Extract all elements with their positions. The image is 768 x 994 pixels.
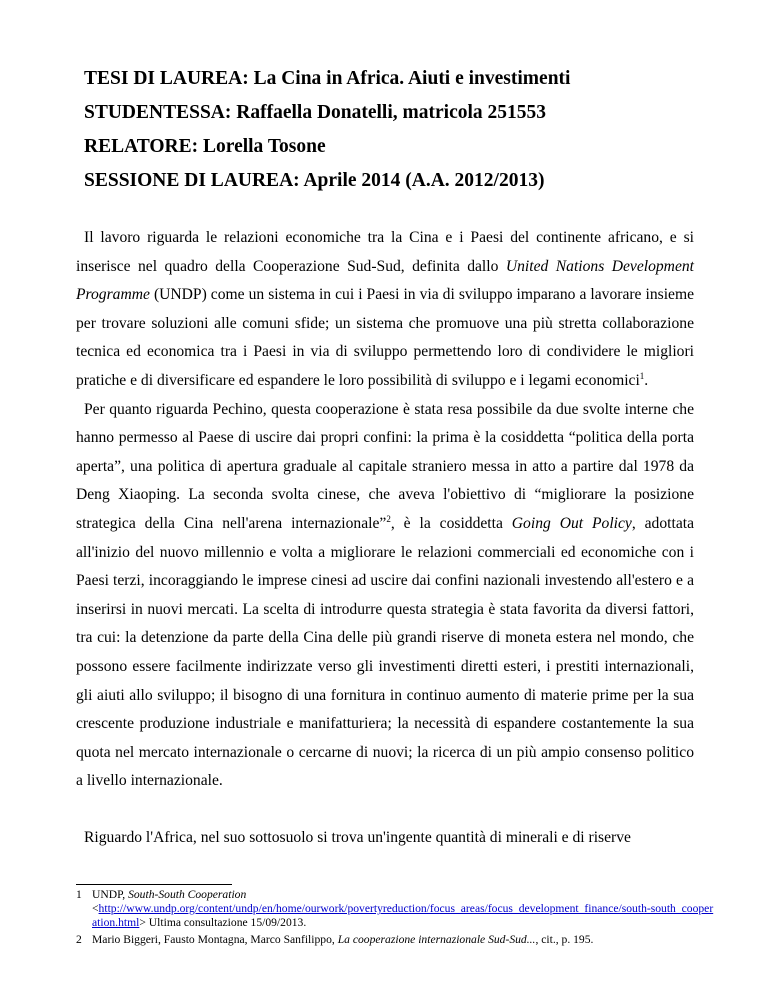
paragraph-2-text-c: , adottata all'inizio del nuovo millennio e volta a migliorare le relazioni commerciali ed economiche con i Paesi terzi, incoraggiando le imprese cinesi ad uscire dai confini nazionali investendo all'estero e a inserirsi in nuovi mercati. La scelta di introdurre questa strategia è stata favorita da diversi fattori, tra cui: la detenzione da parte della Cina delle più grandi riserve di moneta estera nel mondo, che possono essere facilmente indirizzate verso gli investimenti diretti esteri, i prestiti internazionali, gli aiuti allo sviluppo; il bisogno di una fornitura in continuo aumento di materie prime per la sua crescente produzione industriale e manifatturiera; la necessità di espandere costantemente la sua quota nel mercato internazionale o cercarne di nuovi; la ricerca di un più ampio consenso politico a livello internazionale. (76, 514, 694, 790)
footnote-number: 1 (76, 888, 82, 901)
main-text (76, 224, 694, 852)
paragraph-3-text: Riguardo l'Africa, nel suo sottosuolo si trova un'ingente quantità di minerali e di riserve (84, 828, 631, 846)
footnote-ref-2[interactable]: 2 (386, 513, 391, 524)
paragraph-2 (76, 396, 694, 796)
footnote-2-text-b: , cit., p. 195. (535, 932, 594, 946)
footnote-1-text-b: Ultima consultazione 15/09/2013. (145, 916, 307, 930)
footnote-2-text-a: Mario Biggeri, Fausto Montagna, Marco Sanfilippo, (92, 932, 338, 946)
supervisor-line: RELATORE: Lorella Tosone (84, 136, 326, 157)
paragraph-1 (76, 224, 694, 396)
footnotes (76, 888, 716, 949)
footnote-1 (76, 888, 716, 931)
footnote-1-close: > (139, 916, 146, 930)
thesis-title: TESI DI LAUREA: La Cina in Africa. Aiuti e investimenti (84, 68, 571, 89)
paragraph-1-text-c: . (644, 371, 649, 389)
paragraph-3 (76, 824, 694, 853)
footnote-1-italic: South-South Cooperation (128, 888, 247, 901)
paragraph-1-text-a: Il lavoro riguarda le relazioni economiche tra la Cina e i Paesi del continente africano, e si inserisce nel quadro della Cooperazione Sud-Sud, definita dallo (76, 229, 694, 275)
footnote-2 (76, 933, 716, 947)
footnote-1-open: < (92, 902, 99, 916)
paragraph-2-italic: Going Out Policy (511, 514, 632, 532)
footnote-2-italic: La cooperazione internazionale Sud-Sud... (337, 932, 536, 946)
paragraph-1-italic: United Nations Development Programme (76, 257, 694, 304)
footnote-separator (76, 884, 232, 885)
paragraph-1-text-b: (UNDP) come un sistema in cui i Paesi in via di sviluppo imparano a lavorare insieme per trovare soluzioni alle comuni sfide; un sistema che promuove una più stretta collaborazione tecnica ed economica tra i Paesi in via di sviluppo permettendo loro di condividere le migliori pratiche e di diversificare ed espandere le loro possibilità di sviluppo e i legami economici (76, 286, 694, 389)
paragraph-2-text-a: Per quanto riguarda Pechino, questa cooperazione è stata resa possibile da due svolte interne che hanno permesso al Paese di uscire dai propri confini: la prima è la cosiddetta “politica della porta aperta”, una politica di apertura graduale al capitale straniero messa in atto a partire dal 1978 da Deng Xiaoping. La seconda svolta cinese, che aveva l'obiettivo di “migliorare la posizione strategica della Cina nell'arena internazionale” (76, 400, 694, 532)
footnote-ref-1[interactable]: 1 (639, 370, 645, 381)
thesis-header (84, 62, 724, 198)
session-line: SESSIONE DI LAUREA: Aprile 2014 (A.A. 2012/2013) (84, 170, 545, 191)
paragraph-2-text-b: , è la cosiddetta (390, 514, 512, 532)
footnote-number: 2 (76, 932, 82, 946)
student-line: STUDENTESSA: Raffaella Donatelli, matricola 251553 (84, 102, 547, 123)
footnote-1-text-a: UNDP, (92, 888, 129, 901)
footnote-1-link[interactable]: http://www.undp.org/content/undp/en/home/ourwork/povertyreduction/focus_areas/focus_development_finance/south-south_cooperation.html (92, 902, 714, 930)
